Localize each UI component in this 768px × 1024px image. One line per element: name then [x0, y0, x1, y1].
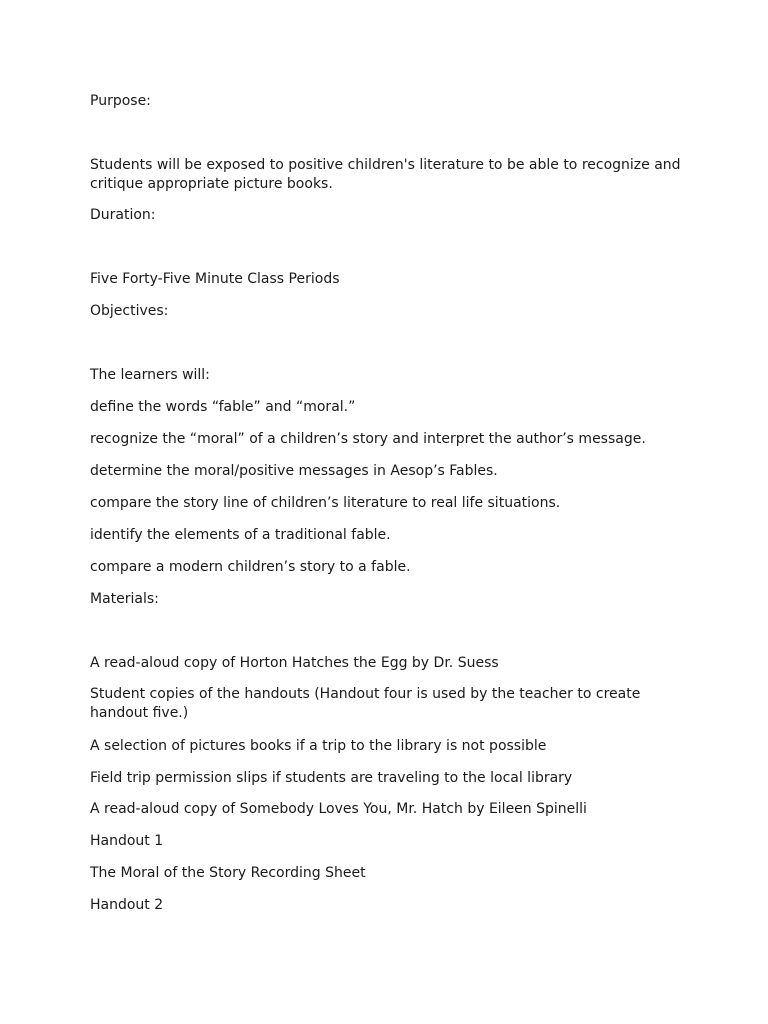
- objectives-heading: Objectives:: [90, 303, 169, 319]
- duration-text: Five Forty-Five Minute Class Periods: [90, 271, 340, 287]
- materials-heading: Materials:: [90, 591, 159, 607]
- material-item: The Moral of the Story Recording Sheet: [90, 865, 366, 881]
- objective-item: define the words “fable” and “moral.”: [90, 399, 356, 415]
- duration-heading: Duration:: [90, 207, 156, 223]
- objective-item: recognize the “moral” of a children’s story and interpret the author’s message.: [90, 431, 646, 447]
- material-item: A read-aloud copy of Horton Hatches the Egg by Dr. Suess: [90, 655, 499, 671]
- objectives-intro: The learners will:: [90, 367, 210, 383]
- objective-item: determine the moral/positive messages in Aesop’s Fables.: [90, 463, 498, 479]
- material-item: Student copies of the handouts (Handout four is used by the teacher to create handout five.): [90, 686, 641, 721]
- material-item: Handout 1: [90, 833, 164, 849]
- purpose-heading: Purpose:: [90, 93, 151, 109]
- material-item: A read-aloud copy of Somebody Loves You, Mr. Hatch by Eileen Spinelli: [90, 801, 587, 817]
- purpose-text: Students will be exposed to positive children's literature to be able to recognize and critique appropriate picture books.: [90, 157, 681, 192]
- material-item: Handout 2: [90, 897, 164, 913]
- objective-item: identify the elements of a traditional fable.: [90, 527, 391, 543]
- material-item: A selection of pictures books if a trip to the library is not possible: [90, 738, 547, 754]
- objective-item: compare the story line of children’s literature to real life situations.: [90, 495, 561, 511]
- objective-item: compare a modern children’s story to a fable.: [90, 559, 411, 575]
- material-item: Field trip permission slips if students are traveling to the local library: [90, 770, 573, 786]
